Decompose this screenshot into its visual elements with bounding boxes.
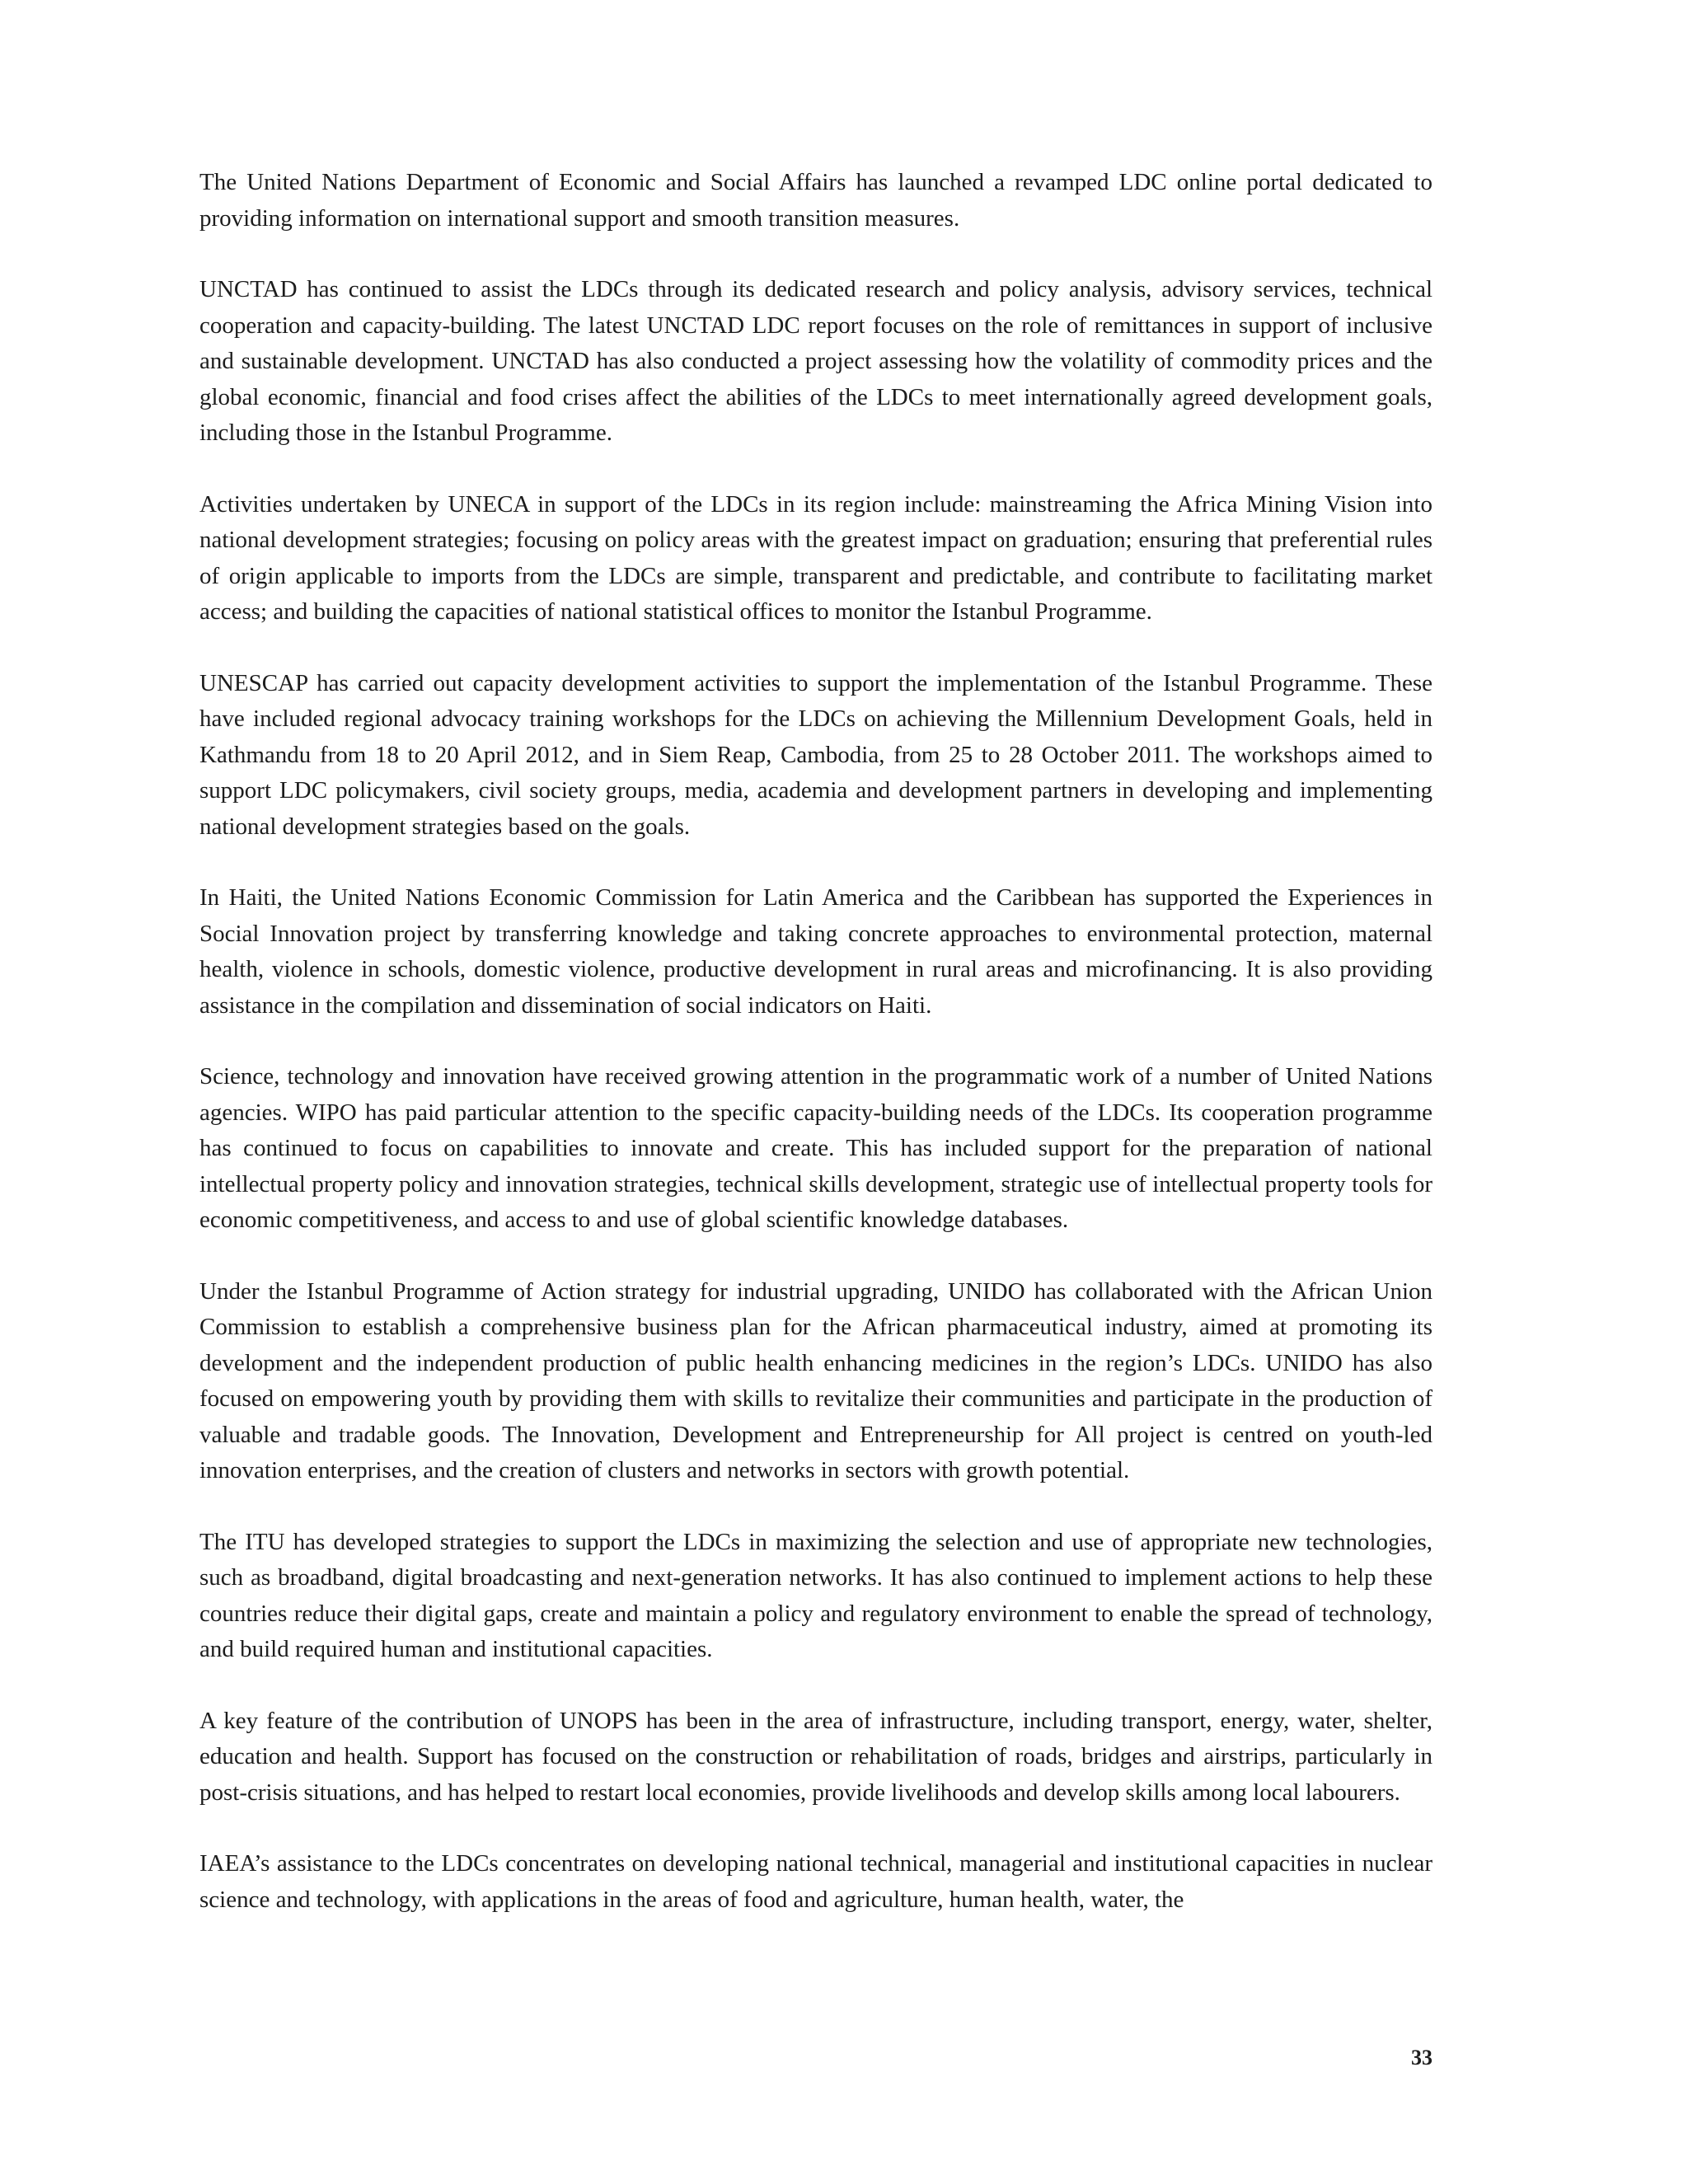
paragraph-unops: A key feature of the contribution of UNOPS has been in the area of infrastructure, including transport, energy, water, shelter, education and health. Support has focused on the construction or rehabilitation of roads, bridges and airstrips, particularly in post-crisis situations, and has helped to restart local economies, provide livelihoods and develop skills among local labourers. [199,1707,1432,1806]
paragraph-iaea: IAEA’s assistance to the LDCs concentrates on developing national technical, managerial and institutional capacities in nuclear science and technology, with applications in the areas of food and agriculture, human health, water, the [199,1850,1432,1913]
body-text [199,165,1432,1953]
paragraph-itu: The ITU has developed strategies to support the LDCs in maximizing the selection and use of appropriate new technologies, such as broadband, digital broadcasting and next-generation networks. It has also continued to implement actions to help these countries reduce their digital gaps, create and maintain a policy and regulatory environment to enable the spread of technology, and build required human and institutional capacities. [199,1528,1432,1662]
paragraph-uneca: Activities undertaken by UNECA in support of the LDCs in its region include: mainstreaming the Africa Mining Vision into national development strategies; focusing on policy areas with the greatest impact on graduation; ensuring that preferential rules of origin applicable to imports from the LDCs are simple, transparent and predictable, and contribute to facilitating market access; and building the capacities of national statistical offices to monitor the Istanbul Programme. [199,490,1432,625]
page-number: 33 [1411,2046,1432,2069]
paragraph-unido: Under the Istanbul Programme of Action strategy for industrial upgrading, UNIDO has collaborated with the African Union Commission to establish a comprehensive business plan for the African pharmaceutical industry, aimed at promoting its development and the independent production of public health enhancing medicines in the region’s LDCs. UNIDO has also focused on empowering youth by providing them with skills to revitalize their communities and participate in the production of valuable and tradable goods. The Innovation, Development and Entrepreneurship for All project is centred on youth-led innovation enterprises, and the creation of clusters and networks in sectors with growth potential. [199,1277,1432,1483]
paragraph-unctad: UNCTAD has continued to assist the LDCs through its dedicated research and policy analysis, advisory services, technical cooperation and capacity-building. The latest UNCTAD LDC report focuses on the role of remittances in support of inclusive and sustainable development. UNCTAD has also conducted a project assessing how the volatility of commodity prices and the global economic, financial and food crises affect the abilities of the LDCs to meet internationally agreed development goals, including those in the Istanbul Programme. [199,276,1432,446]
paragraph-desa-portal: The United Nations Department of Economic and Social Affairs has launched a revamped LDC online portal dedicated to providing information on international support and smooth transition measures. [199,169,1432,232]
paragraph-haiti-eclac: In Haiti, the United Nations Economic Commission for Latin America and the Caribbean has supported the Experiences in Social Innovation project by transferring knowledge and taking concrete approaches to environmental protection, maternal health, violence in schools, domestic violence, productive development in rural areas and microfinancing. It is also providing assistance in the compilation and dissemination of social indicators on Haiti. [199,884,1432,1019]
paragraph-unescap: UNESCAP has carried out capacity development activities to support the implementation of the Istanbul Programme. These have included regional advocacy training workshops for the LDCs on achieving the Millennium Development Goals, held in Kathmandu from 18 to 20 April 2012, and in Siem Reap, Cambodia, from 25 to 28 October 2011. The workshops aimed to support LDC policymakers, civil society groups, media, academia and development partners in developing and implementing national development strategies based on the goals. [199,669,1432,840]
paragraph-wipo: Science, technology and innovation have received growing attention in the programmatic work of a number of United Nations agencies. WIPO has paid particular attention to the specific capacity-building needs of the LDCs. Its cooperation programme has continued to focus on capabilities to innovate and create. This has included support for the preparation of national intellectual property policy and innovation strategies, technical skills development, strategic use of intellectual property tools for economic competitiveness, and access to and use of global scientific knowledge databases. [199,1063,1432,1233]
